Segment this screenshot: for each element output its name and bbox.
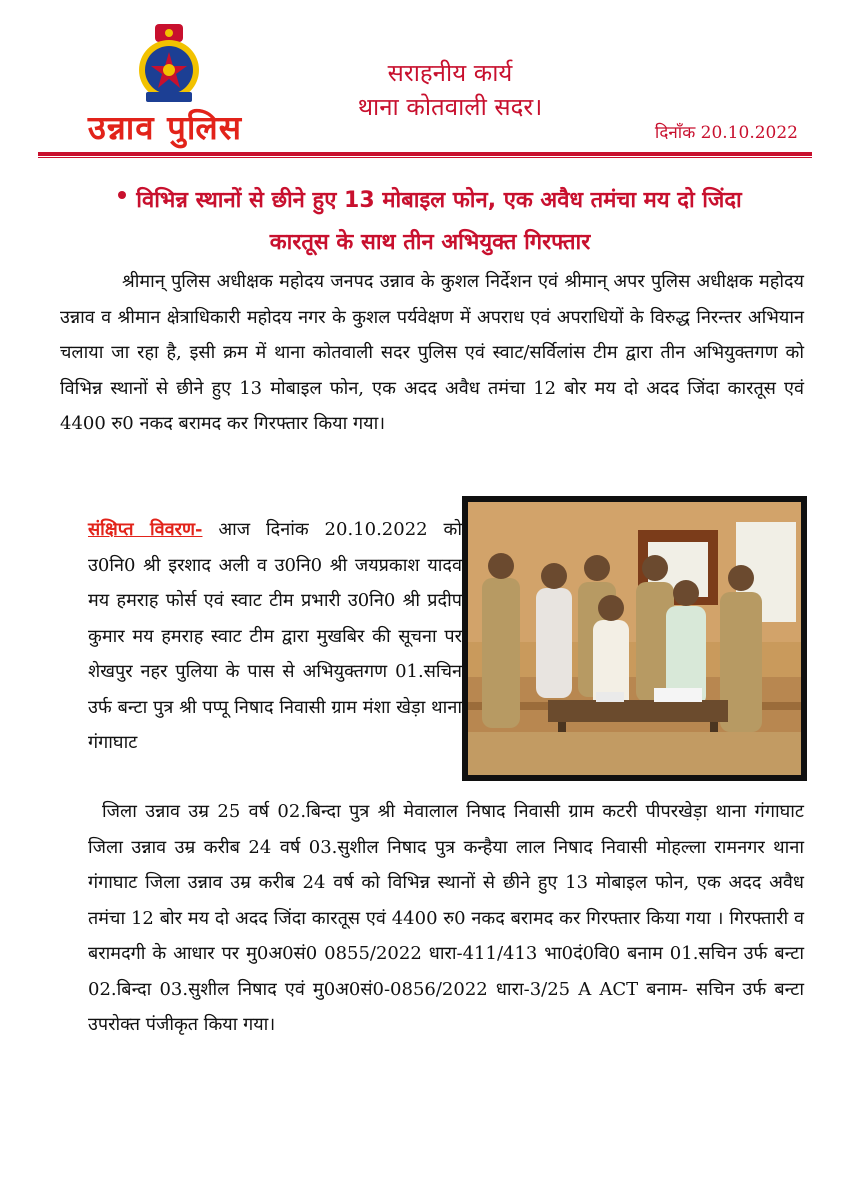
arrest-photo [462,496,807,781]
header-line-2: थाना कोतवाली सदर। [357,93,543,121]
header-divider [38,152,812,156]
summary-label: संक्षिप्त विवरण- [88,519,203,540]
date-label: दिनाँक 20.10.2022 [654,123,798,143]
arrest-photo-image [468,502,801,775]
summary-paragraph-left [88,512,462,761]
headline [80,180,780,264]
headline-line-2: कारतूस के साथ तीन अभियुक्त गिरफ्तार [269,230,591,255]
header-title [300,56,600,124]
intro-paragraph: श्रीमान् पुलिस अधीक्षक महोदय जनपद उन्नाव के कुशल निर्देशन एवं श्रीमान् अपर पुलिस अधीक्षक महोदय उन्नाव व श्रीमान क्षेत्राधिकारी महोदय नगर के कुशल पर्यवेक्षण में अपराध एवं अपराधियों के विरुद्ध निरन्तर अभियान चलाया जा रहा है, इसी क्रम में थाना कोतवाली सदर पुलिस एवं स्वाट/सर्विलांस टीम द्वारा तीन अभियुक्तगण को विभिन्न स्थानों से छीने हुए 13 मोबाइल फोन, एक अदद अवैध तमंचा 12 बोर मय दो अदद जिंदा कारतूस एवं 4400 रु0 नकद बरामद कर गिरफ्तार किया गया। [60,271,804,434]
summary-left-text: आज दिनांक 20.10.2022 को उ0नि0 श्री इरशाद अली व उ0नि0 श्री जयप्रकाश यादव मय हमराह फोर्स एवं स्वाट टीम प्रभारी उ0नि0 श्री प्रदीप कुमार मय हमराह स्वाट टीम द्वारा मुखबिर की सूचना पर शेखपुर नहर पुलिया के पास से अभियुक्तगण 01.सचिन उर्फ बन्टा पुत्र श्री पप्पू निषाद निवासी ग्राम मंशा खेड़ा थाना गंगाघाट [88,519,462,753]
header-divider-thin [38,157,812,158]
police-emblem-icon [130,22,208,110]
logo-title: उन्नाव पुलिस [87,108,243,147]
police-logo [60,22,270,147]
summary-paragraph-full: जिला उन्नाव उम्र 25 वर्ष 02.बिन्दा पुत्र श्री मेवालाल निषाद निवासी ग्राम कटरी पीपरखेड़ा थाना गंगाघाट जिला उन्नाव उम्र करीब 24 वर्ष 03.सुशील निषाद पुत्र कन्हैया लाल निषाद निवासी मोहल्ला रामनगर थाना गंगाघाट जिला उन्नाव उम्र करीब 24 वर्ष को विभिन्न स्थानों से छीने हुए 13 मोबाइल फोन, एक अदद अवैध तमंचा 12 बोर मय दो अदद जिंदा कारतूस एवं 4400 रु0 नकद बरामद कर गिरफ्तार किया गया । गिरफ्तारी व बरामदगी के आधार पर मु0अ0सं0 0855/2022 धारा-411/413 भा0दं0वि0 बनाम 01.सचिन उर्फ बन्टा 02.बिन्दा 03.सुशील निषाद एवं मु0अ0सं0-0856/2022 धारा-3/25 A ACT बनाम- सचिन उर्फ बन्टा उपरोक्त पंजीकृत किया गया। [88,801,804,1035]
bullet-icon [118,191,126,199]
table [548,700,728,722]
header-line-1: सराहनीय कार्य [387,59,513,87]
headline-line-1 [80,180,780,222]
headline-text-1: विभिन्न स्थानों से छीने हुए 13 मोबाइल फोन, एक अवैध तमंचा मय दो जिंदा [136,188,742,213]
